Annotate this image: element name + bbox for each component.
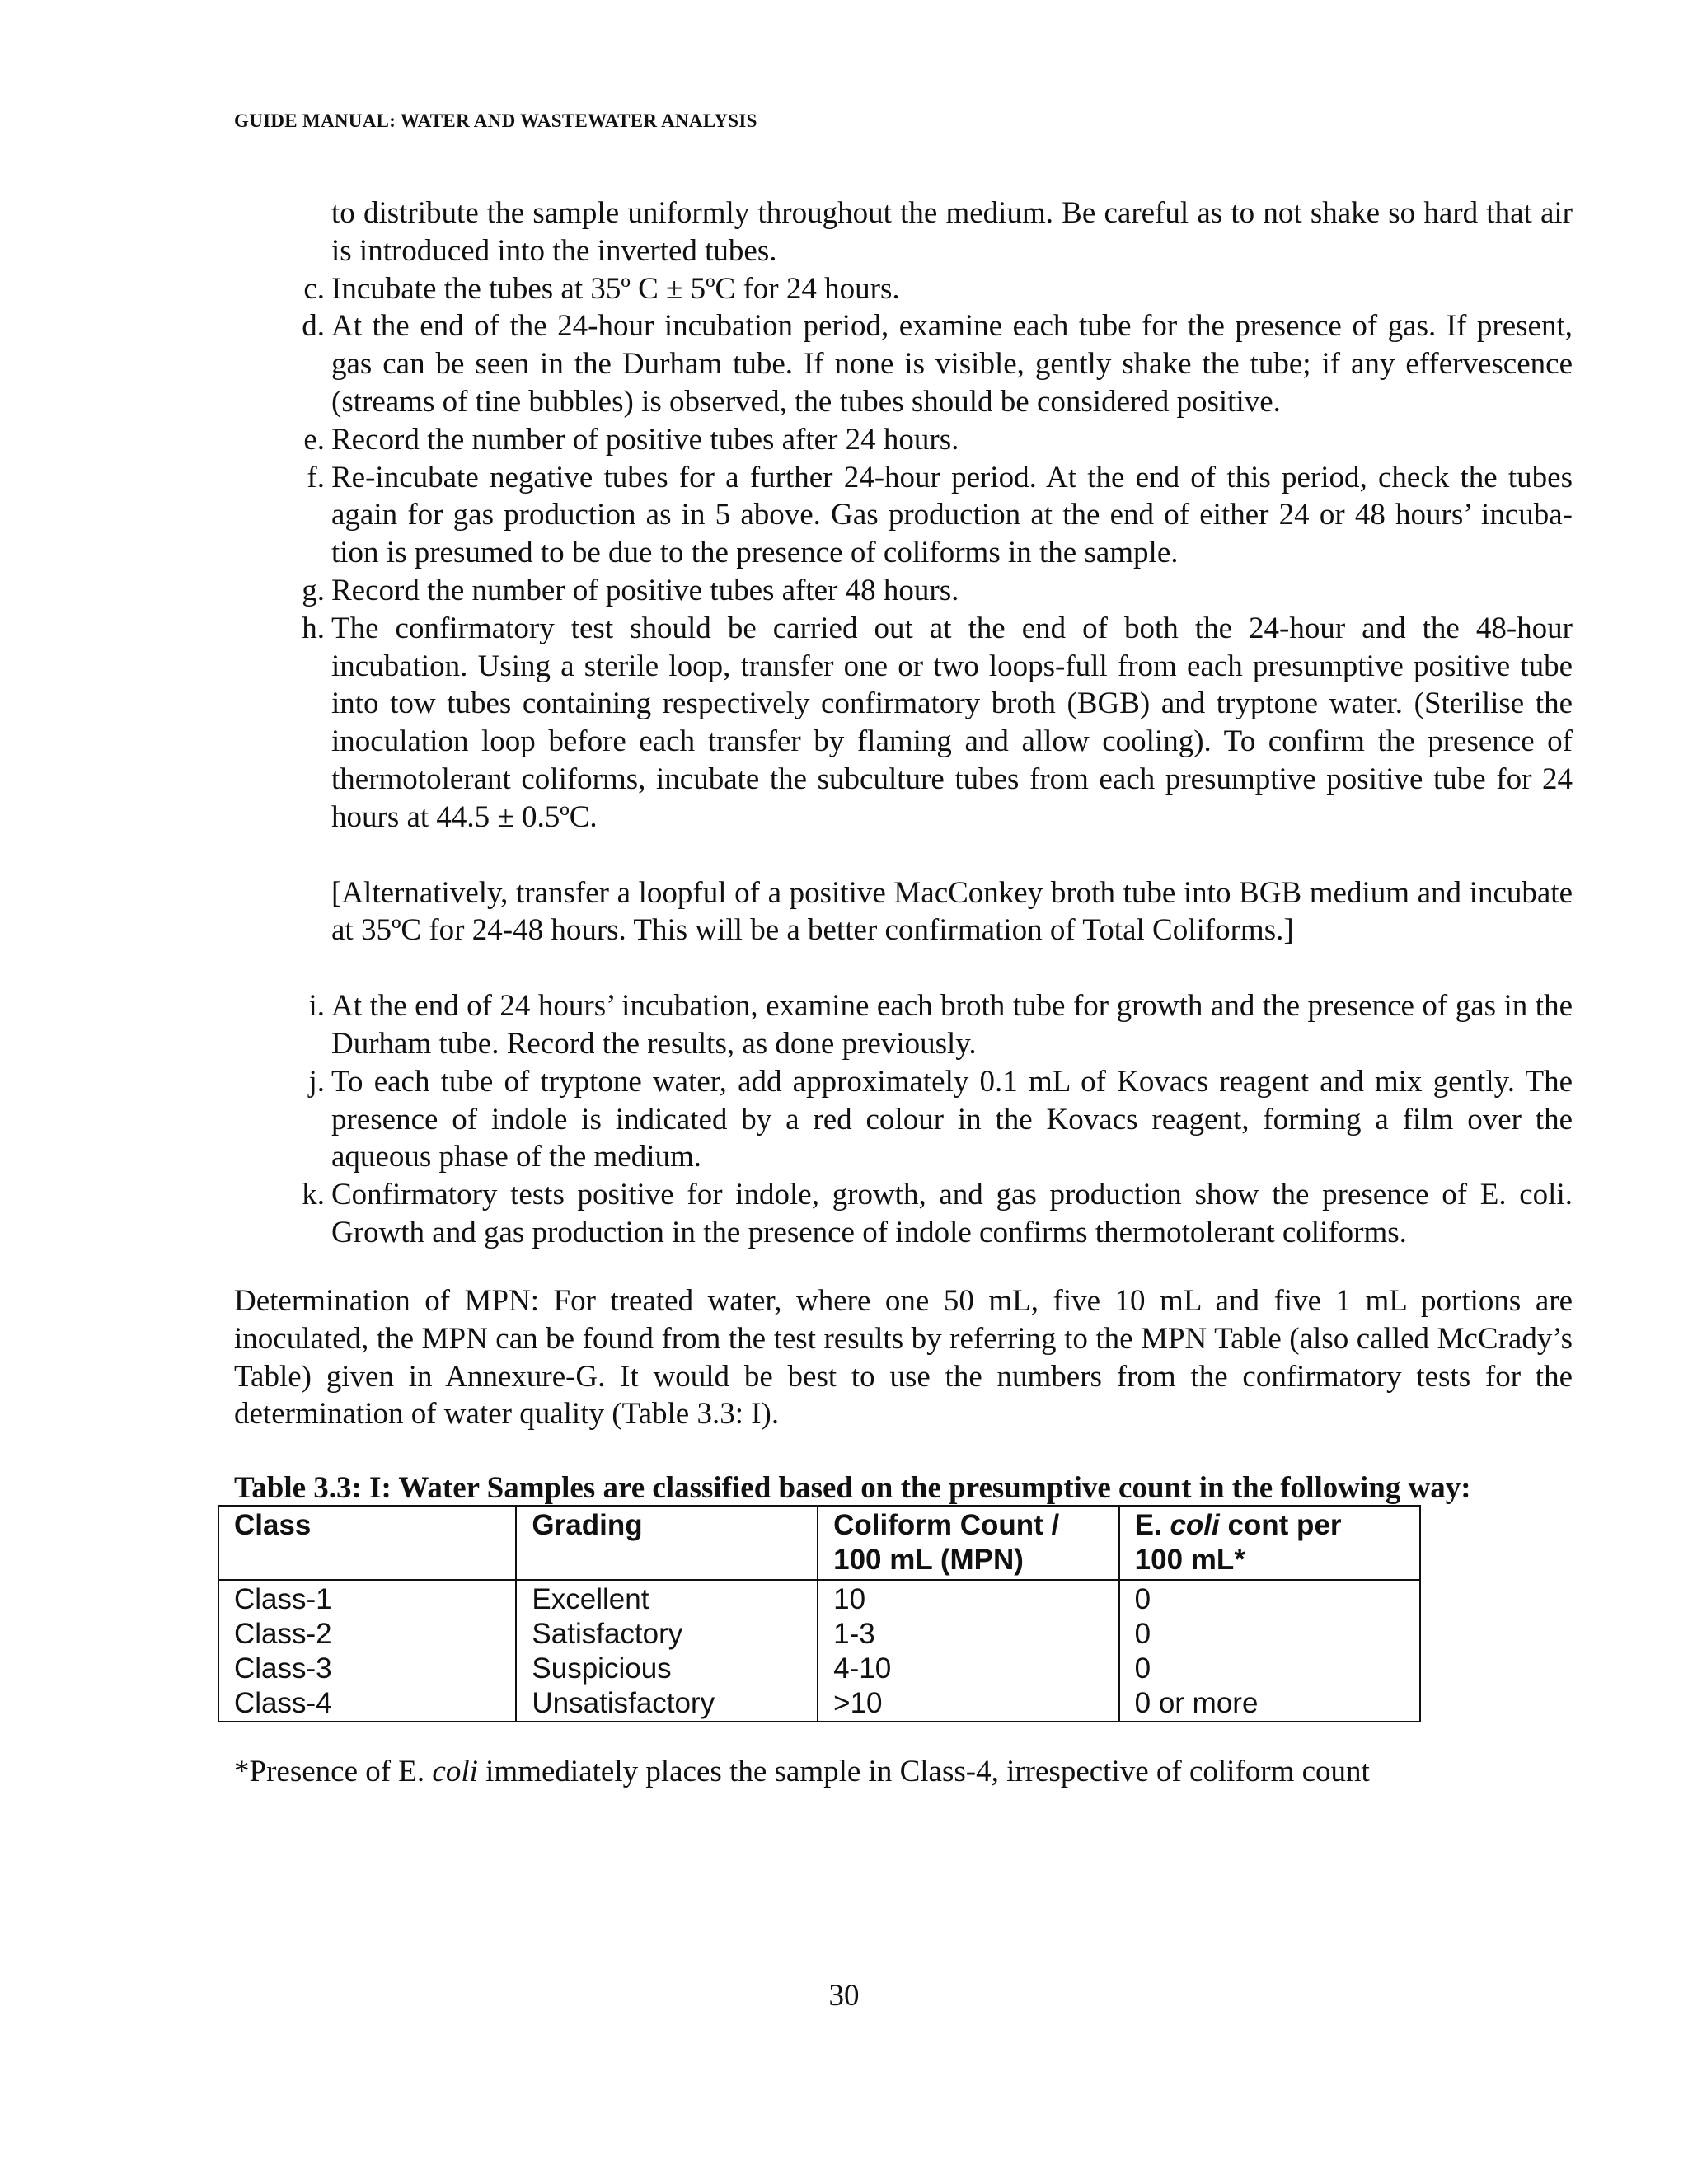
- header-ecoli: [1119, 1506, 1420, 1580]
- step-marker: i.: [308, 989, 325, 1024]
- cell-ecoli: 0 or more: [1119, 1686, 1420, 1722]
- header-grading: Grading: [516, 1506, 818, 1580]
- procedure-steps: [234, 194, 1573, 1252]
- step-text: Record the number of positive tubes after 48 hours.: [331, 573, 959, 607]
- mpn-paragraph: Determination of MPN: For treated water, where one 50 mL, five 10 mL and five 1 mL portions are inoculated, the MPN can be found from the test results by referring to the MPN Table (also called McCrady’s Table) given in Annexure-G. It would be best to use the numbers from the confirmatory tests for the determination of water quality (Table 3.3: I).: [234, 1284, 1573, 1432]
- header-ecoli-post: cont per: [1219, 1509, 1342, 1541]
- cell-coliform: >10: [818, 1686, 1119, 1722]
- table-row: [218, 1652, 1420, 1686]
- header-coliform: [818, 1506, 1119, 1580]
- table-footnote: [234, 1754, 1370, 1789]
- cell-ecoli: 0: [1119, 1617, 1420, 1652]
- list-item: [234, 307, 1573, 420]
- list-item: [234, 1176, 1573, 1252]
- running-header: GUIDE MANUAL: WATER AND WASTEWATER ANALYSIS: [234, 110, 757, 131]
- header-ecoli-italic: coli: [1170, 1509, 1220, 1541]
- step-text: The confirmatory test should be carried out at the end of both the 24-hour and the 48-hour incubation. Using a sterile loop, transfer one or two loops-full from each presumptive positive tube into tow tubes containing respectively confirmatory broth (BGB) and tryptone water. (Sterilise the inoculation loop before each transfer by flaming and allow cooling). To confirm the presence of thermotolerant coliforms, incubate the subculture tubes from each presumptive positive tube for 24 hours at 44.5 ± 0.5ºC.: [331, 611, 1573, 834]
- cell-class: Class-4: [218, 1686, 516, 1722]
- header-class: Class: [218, 1506, 516, 1580]
- cell-coliform: 10: [818, 1580, 1119, 1617]
- step-continuation: [234, 194, 1573, 270]
- footnote-italic: coli: [432, 1755, 478, 1788]
- step-marker: k.: [302, 1178, 325, 1212]
- cell-ecoli: 0: [1119, 1580, 1420, 1617]
- cell-ecoli: 0: [1119, 1652, 1420, 1686]
- list-item: [234, 987, 1573, 1063]
- cell-class: Class-2: [218, 1617, 516, 1652]
- table-row: [218, 1686, 1420, 1722]
- step-text: Incubate the tubes at 35º C ± 5ºC for 24 hours.: [331, 271, 900, 306]
- step-marker: e.: [303, 422, 325, 457]
- list-item: [234, 459, 1573, 572]
- list-item: [234, 270, 1573, 308]
- alternative-note: [Alternatively, transfer a loopful of a positive MacConkey broth tube into BGB medium and incubate at 35ºC for 24-48 hours. This will be a better confirmation of Total Coliforms.]: [331, 875, 1573, 948]
- header-ecoli-line2: 100 mL*: [1134, 1544, 1245, 1576]
- footnote-post: immediately places the sample in Class-4, irrespective of coliform count: [477, 1755, 1370, 1788]
- cell-coliform: 1-3: [818, 1617, 1119, 1652]
- list-item: [234, 1063, 1573, 1176]
- header-coliform-line2: 100 mL (MPN): [833, 1544, 1024, 1576]
- table-row: [218, 1617, 1420, 1652]
- step-text: to distribute the sample uniformly throughout the medium. Be careful as to not shake so hard that air is introduced into the inverted tubes.: [331, 196, 1573, 268]
- table-caption: Table 3.3: I: Water Samples are classified based on the presumptive count in the following way:: [234, 1471, 1471, 1505]
- cell-class: Class-3: [218, 1652, 516, 1686]
- step-text: Record the number of positive tubes after 24 hours.: [331, 422, 959, 457]
- header-coliform-line1: Coliform Count /: [833, 1509, 1060, 1541]
- list-item: [234, 572, 1573, 610]
- step-marker: d.: [302, 309, 325, 344]
- step-text: To each tube of tryptone water, add approximately 0.1 mL of Kovacs reagent and mix gently. The presence of indole is indicated by a red colour in the Kovacs reagent, forming a film over the aqueous phase of the medium.: [331, 1064, 1573, 1174]
- page-number: 30: [828, 1979, 860, 2013]
- list-item: [234, 610, 1573, 837]
- header-ecoli-pre: E.: [1134, 1509, 1170, 1541]
- cell-grading: Unsatisfactory: [516, 1686, 818, 1722]
- step-marker: f.: [307, 460, 325, 494]
- step-text: Confirmatory tests positive for indole, growth, and gas production show the presence of E. coli. Growth and gas production in the presence of indole confirms thermotolerant coliforms.: [331, 1178, 1573, 1249]
- table-row: [218, 1580, 1420, 1617]
- step-text: Re-incubate negative tubes for a further 24-hour period. At the end of this period, check the tubes again for gas production as in 5 above. Gas production at the end of either 24 or 48 hours’ incuba-tion is presumed to be due to the presence of coliforms in the sample.: [331, 460, 1573, 570]
- cell-class: Class-1: [218, 1580, 516, 1617]
- classification-table: [218, 1505, 1421, 1722]
- footnote-pre: *Presence of E.: [234, 1755, 433, 1788]
- step-text: At the end of the 24-hour incubation period, examine each tube for the presence of gas. If present, gas can be seen in the Durham tube. If none is visible, gently shake the tube; if any effervescence (streams of tine bubbles) is observed, the tubes should be considered positive.: [331, 309, 1573, 419]
- step-marker: h.: [302, 611, 325, 645]
- table-header-row: [218, 1506, 1420, 1580]
- step-marker: g.: [302, 573, 325, 607]
- step-marker: c.: [303, 271, 325, 306]
- cell-grading: Suspicious: [516, 1652, 818, 1686]
- cell-grading: Excellent: [516, 1580, 818, 1617]
- list-item: [234, 421, 1573, 459]
- step-text: At the end of 24 hours’ incubation, examine each broth tube for growth and the presence of gas in the Durham tube. Record the results, as done previously.: [331, 989, 1573, 1061]
- cell-grading: Satisfactory: [516, 1617, 818, 1652]
- step-marker: j.: [308, 1064, 325, 1099]
- cell-coliform: 4-10: [818, 1652, 1119, 1686]
